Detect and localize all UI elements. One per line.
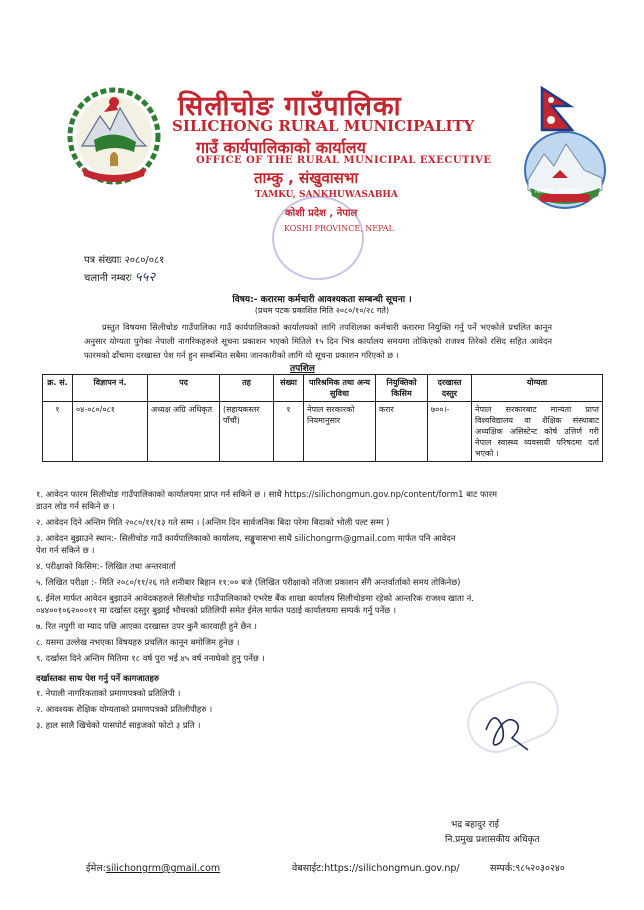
note-item: ६. ईमेल मार्फत आवेदन बुझाउने आवेदकहरुले सिलीचोङ गाउँपालिकाको एभरेष्ट बैंक शाखा कार्यालय सिलीचोङमा रहेको आन्तरिक राजश्व खाता नं. xyxy=(36,593,474,603)
municipality-name-en: SILICHONG RURAL MUNICIPALITY xyxy=(172,117,475,135)
table-label: तपशिल xyxy=(290,364,315,374)
table-header-row xyxy=(43,375,603,402)
letter-number xyxy=(84,252,164,266)
handwritten-signature xyxy=(476,700,536,760)
cell-level: (सहायकस्तर पाँचौं) xyxy=(220,402,274,462)
header-level: तह xyxy=(220,375,274,402)
footer-email xyxy=(86,861,220,874)
province-en: KOSHI PROVINCE, NEPAL xyxy=(284,224,394,233)
municipality-name-np: सिलीचोङ गाउँपालिका xyxy=(178,91,402,122)
document-item: ३. हाल सालै खिचेको पासपोर्ट साइजको फोटो ३ प्रति । xyxy=(36,720,201,730)
phone-number: ९८५२०३०२४० xyxy=(515,863,565,874)
office-stamp xyxy=(272,196,364,280)
place-en: TAMKU, SANKHUWASABHA xyxy=(255,190,398,200)
header-count: संख्या xyxy=(274,375,304,402)
note-item: १. आवेदन फारम सिलीचोङ गाउँपालिकाको कार्यालयमा प्राप्त गर्न सकिने छ । साथै https://silichongmun.gov.np/content/form1 बाट फारम xyxy=(36,489,498,499)
municipality-logo xyxy=(522,130,608,214)
nepal-flag xyxy=(540,86,574,132)
note-item: पेश गर्न सकिने छ । xyxy=(36,545,95,555)
note-item: २. आवेदन दिने अन्तिम मिति २०८०/११/१३ गते सम्म । (अन्तिम दिन सार्वजनिक बिदा परेमा बिदाको भोली पल्ट सम्म ) xyxy=(36,517,390,527)
cell-fee: ७००।- xyxy=(428,402,472,462)
header-post: पद xyxy=(148,375,220,402)
email-label: ईमेल: xyxy=(86,863,106,874)
signatory-name: भद्र बहादुर राई xyxy=(451,820,499,830)
office-name-en: OFFICE OF THE RURAL MUNICIPAL EXECUTIVE xyxy=(196,155,492,166)
cell-appointment: करार xyxy=(376,402,428,462)
nepal-emblem-logo xyxy=(66,86,162,186)
note-item: ३. आवेदन बुझाउने स्थान:- सिलीचोङ गाउँ कार्यपालिकाको कार्यालय, सङ्खुवासभा साथै silichongrm@gmail.com मार्फत पनि आवेदन xyxy=(36,533,456,543)
notice-subtitle: (प्रथम पटक प्रकाशित मिति २०८०/१०/२८ गते) xyxy=(254,306,390,315)
header-appointment: नियुक्तिको किसिम xyxy=(376,375,428,402)
note-item: ५. लिखित परीक्षा :- मिति २०८०/११/२६ गते शनीबार बिहान ११:०० बजे (लिखित परीक्षाको नतिजा प्रकाशन सँगै अन्तर्वार्ताको समय तोकिनेछ) xyxy=(36,577,461,587)
header-qualification: योग्यता xyxy=(472,375,603,402)
cell-count: १ xyxy=(274,402,304,462)
note-item: डाउन लोड गर्न सकिने छ । xyxy=(36,501,115,511)
header-ad-no: विज्ञापन नं. xyxy=(73,375,148,402)
cell-post: अध्यक्ष अग्रि अधिकृत xyxy=(148,402,220,462)
signatory-title: नि.प्रमुख प्रशासकीय अधिकृत xyxy=(445,835,540,845)
notes-list xyxy=(36,488,596,664)
dispatch-number-value: ५५२ xyxy=(134,270,156,285)
place-np: ताम्कु , संखुवासभा xyxy=(254,169,359,187)
notice-subject: विषय:- करारमा कर्मचारी आवश्यकता सम्बन्धी सूचना । xyxy=(232,295,412,305)
note-item: ७. रित नपुगी वा म्याद पछि आएका दरखास्त उपर कुनै कारवाही हुने छैन । xyxy=(36,621,257,631)
header-fee: दरखास्त दस्तुर xyxy=(428,375,472,402)
website-link[interactable]: https://silichongmun.gov.np/ xyxy=(324,863,460,874)
header-sn: क्र. सं. xyxy=(43,375,73,402)
footer-phone xyxy=(490,861,565,874)
note-item: ४. परीक्षाको किसिम:- लिखित तथा अन्तरवार्ता xyxy=(36,561,176,571)
dispatch-number xyxy=(84,267,155,285)
note-item: ९. दर्खास्त दिने अन्तिम मितिमा १८ वर्ष पुरा भई ४५ वर्ष ननाघेको हुनु पर्नेछ । xyxy=(36,653,265,663)
document-item: १. नेपाली नागरिकताको प्रमाणपत्रको प्रतिलिपी । xyxy=(36,688,181,698)
phone-label: सम्पर्क: xyxy=(490,863,516,874)
email-link[interactable]: silichongrm@gmail.com xyxy=(106,863,221,874)
note-item: ८. यसमा उल्लेख नभएका विषयहरु प्रचलित कानून बमोजिम हुनेछ । xyxy=(36,637,240,647)
documents-heading: दर्खास्तका साथ पेश गर्नु पर्ने कागजातहरु xyxy=(36,673,160,683)
vacancy-table xyxy=(42,374,603,462)
note-item: ०४४००१०६२०००११ मा दर्खास्त दस्तुर बुझाई भौचरको प्रतिलिपी समेत ईमेल मार्फत पठाई कार्यालयमा सम्पर्क गर्नु पर्नेछ । xyxy=(36,605,396,615)
dispatch-number-label: चलानी नम्बरः xyxy=(84,273,132,284)
website-label: वेबसाईट: xyxy=(292,863,325,874)
document-item: २. आवश्यक शैक्षिक योग्यताको प्रमाणपत्रको प्रतिलीपीहरु । xyxy=(36,704,213,714)
province-np: कोशी प्रदेश , नेपाल xyxy=(285,208,358,219)
footer-website xyxy=(292,861,460,874)
cell-remuneration: नेपाल सरकारको नियमानुसार xyxy=(304,402,376,462)
table-row xyxy=(43,402,603,462)
letter-number-value: २०८०/०८१ xyxy=(124,255,165,266)
cell-sn: १ xyxy=(43,402,73,462)
right-logo-caption: सिलीचोङ गाउँपालिका xyxy=(535,188,583,195)
intro-paragraph: प्रस्तुत विषयमा सिलीचोङ गाउँपालिका गाउँ कार्यपालिकाको कार्यालयको लागि तपशिलका कर्मचारी करारमा नियुक्ति गर्नु पर्ने भएकोले प्रचलित कानून अनुसार योग्यता पुगेका नेपाली नागरिकहरूले सूचना प्रकाशन भएको मितिले १५ दिन भित्र कार्यालय समयमा तोकिएको राजश्व तिरेको रसिद सहित आवेदन फारमको ढाँचामा दरखास्त पेश गर्न हुन सम्बन्धित सबैमा जानकारीको लागि यो सूचना प्रकाशन गरिएको छ । xyxy=(84,322,552,360)
cell-qualification: नेपाल सरकारबाट मान्यता प्राप्त विश्वविद्यालय वा शैक्षिक संस्थाबाट अध्यक्षिक असिस्टेन्ट कोर्ष उत्तिर्ण गरी नेपाल स्वास्थ्य व्यवसायी परिषदमा दर्ता भएको । xyxy=(472,402,603,462)
office-name-np: गाउँ कार्यपालिकाको कार्यालय xyxy=(196,138,366,157)
letter-number-label: पत्र संख्याः xyxy=(84,255,122,266)
cell-ad-no: ०४-०८०/०८१ xyxy=(73,402,148,462)
header-remuneration: पारिश्रमिक तथा अन्य सुविधा xyxy=(304,375,376,402)
